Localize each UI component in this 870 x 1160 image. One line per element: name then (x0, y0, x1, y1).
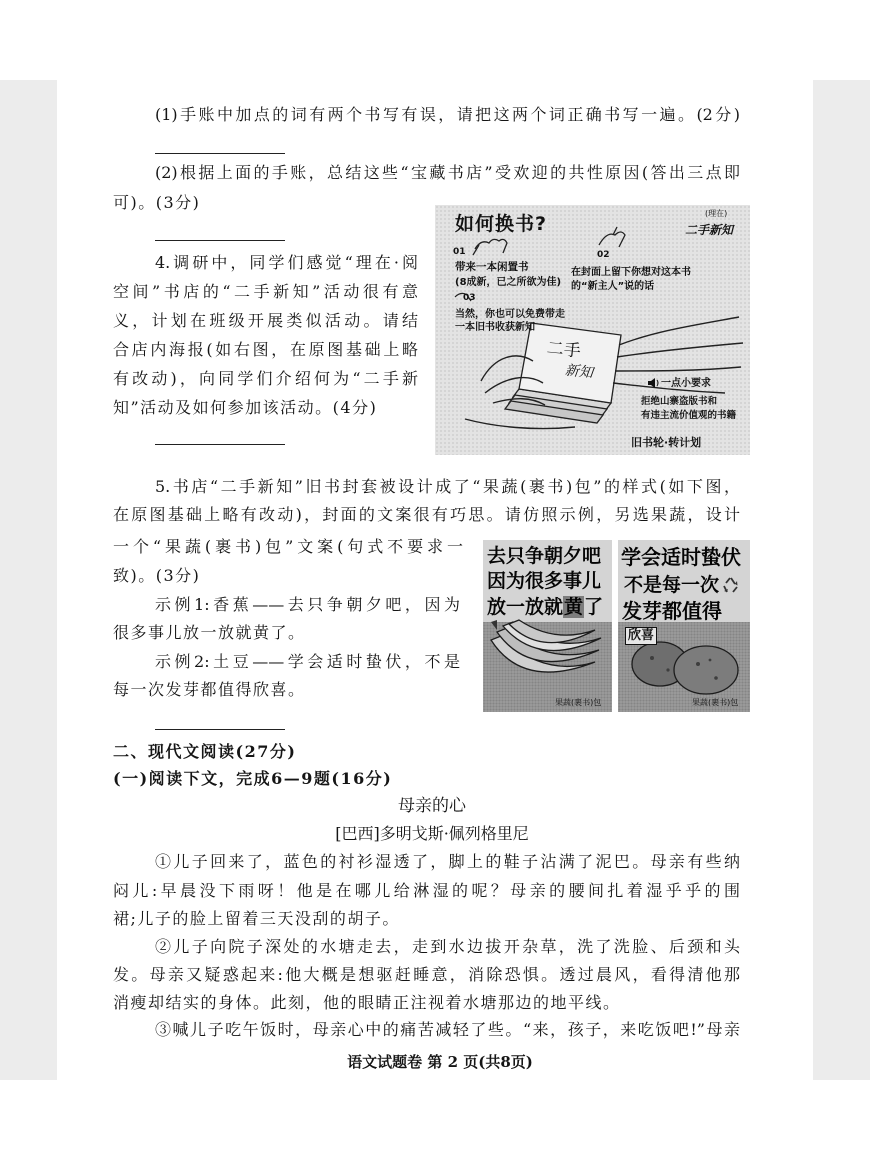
step-2-text: 的“新主人”说的话 (571, 281, 655, 292)
example-1-line: 示例1:香蕉——去只争朝夕吧，因为 (155, 595, 460, 614)
scan-margin-right (813, 80, 870, 1080)
question-3-part-1: (1)手账中加点的词有两个书写有误，请把这两个词正确书写一遍。(2分) (155, 105, 740, 124)
section-heading: 二、现代文阅读(27分) (113, 742, 297, 761)
question-4-line: 知”活动及如何参加该活动。(4分) (113, 398, 378, 417)
step-3-text: 一本旧书收获新知 (455, 322, 535, 333)
scan-margin-left (0, 80, 57, 1080)
question-4-line: 有改动)，向同学们介绍何为“二手新 (113, 369, 418, 388)
speaker-icon (647, 377, 660, 389)
recycle-icon (722, 576, 740, 594)
paragraph-3-line: ③喊儿子吃午饭时，母亲心中的痛苦减轻了些。“来，孩子，来吃饭吧!”母亲 (155, 1020, 740, 1039)
hand-sketch-step2 (599, 227, 625, 247)
poster-note-title: 一点小要求 (661, 378, 711, 389)
article-title: 母亲的心 (398, 796, 466, 816)
sub-heading: (一)阅读下文，完成6—9题(16分) (113, 769, 393, 788)
poster-corner-note: (理在) (705, 209, 728, 218)
bag-slogan-text: 放一放就 (487, 596, 564, 618)
poster-footer: 旧书轮·转计划 (631, 436, 702, 449)
step-3-number: 03 (463, 293, 476, 303)
question-4-line: 4.调研中，同学们感觉“理在·阅 (155, 253, 418, 272)
step-3-text: 当然，你也可以免费带走 (455, 309, 565, 320)
paragraph-1-line: 裙;儿子的脸上留着三天没刮的胡子。 (113, 909, 400, 928)
answer-line (155, 444, 285, 445)
step-1-number: 01 (453, 247, 466, 257)
paragraph-1-line: ①儿子回来了，蓝色的衬衫湿透了，脚上的鞋子沾满了泥巴。母亲有些纳 (155, 852, 740, 871)
answer-line (155, 729, 285, 730)
question-5-line: 致)。(3分) (113, 566, 201, 585)
bag-slogan-line (487, 596, 603, 618)
potato-book-bag (618, 540, 750, 712)
question-5-line: 5.书店“二手新知”旧书封套被设计成了“果蔬(裹书)包”的样式(如下图， (155, 477, 740, 496)
bag-label: 果蔬(裹书)包 (555, 698, 602, 707)
bag-slogan-line: 发芽都值得 (622, 599, 722, 623)
question-4-line: 义，计划在班级开展类似活动。请结 (113, 311, 418, 330)
question-5-line: 在原图基础上略有改动)，封面的文案很有巧思。请仿照示例，另选果蔬，设计 (113, 505, 740, 524)
bag-label: 果蔬(裹书)包 (692, 698, 739, 707)
book-exchange-poster (435, 205, 750, 455)
hand-sketch-step1 (473, 239, 507, 255)
example-2-line: 每一次发芽都值得欣喜。 (113, 680, 306, 699)
bag-slogan-badge: 欣喜 (625, 627, 657, 645)
answer-line (155, 153, 285, 154)
question-4-line: 合店内海报(如右图，在原图基础上略 (113, 340, 418, 359)
poster-brand: 二手新知 (685, 223, 734, 237)
banana-book-bag (483, 540, 612, 712)
paragraph-2-line: 发。母亲又疑惑起来:他大概是想驱赶睡意，消除恐惧。透过晨风，看得清他那 (113, 965, 740, 984)
bag-slogan-highlight: 黄 (564, 596, 584, 618)
bag-slogan-line: 学会适时蛰伏 (621, 545, 741, 569)
book-cover-text: 新知 (564, 362, 594, 382)
question-3-part-2-line: (2)根据上面的手账，总结这些“宝藏书店”受欢迎的共性原因(答出三点即 (155, 163, 740, 182)
question-5-line: 一个“果蔬(裹书)包”文案(句式不要求一 (113, 537, 463, 556)
question-4-line: 空间”书店的“二手新知”活动很有意 (113, 282, 418, 301)
article-author: [巴西]多明戈斯·佩列格里尼 (335, 824, 529, 843)
step-2-number: 02 (597, 250, 610, 260)
paragraph-2-line: 消瘦却结实的身体。此刻，他的眼睛正注视着水塘那边的地平线。 (113, 993, 621, 1012)
bag-slogan-text: 了 (584, 596, 604, 618)
bag-slogan-line: 因为很多事儿 (487, 570, 602, 592)
paragraph-1-line: 闷儿:早晨没下雨呀！他是在哪儿给淋湿的呢？母亲的腰间扎着湿乎乎的围 (113, 881, 740, 900)
example-1-line: 很多事儿放一放就黄了。 (113, 623, 306, 642)
step-1-text: (8成新，已之所欲为佳) (455, 277, 562, 288)
poster-note-line: 拒绝山寨盗版书和 (641, 396, 718, 407)
example-2-line: 示例2:土豆——学会适时蛰伏，不是 (155, 652, 460, 671)
poster-title: 如何换书? (455, 213, 548, 235)
answer-line (155, 240, 285, 241)
page-footer: 语文试题卷 第 2 页(共8页) (347, 1053, 533, 1071)
bag-slogan-line: 去只争朝夕吧 (487, 545, 602, 567)
question-3-part-2-line: 可)。(3分) (113, 193, 201, 212)
bag-slogan-line: 不是每一次 (624, 574, 720, 596)
step-1-text: 带来一本闲置书 (455, 261, 529, 273)
poster-note-line: 有违主流价值观的书籍 (641, 410, 737, 421)
paragraph-2-line: ②儿子向院子深处的水塘走去，走到水边拔开杂草，洗了洗脸、后颈和头 (155, 937, 740, 956)
step-2-text: 在封面上留下你想对这本书 (571, 267, 691, 278)
book-cover-text: 二手 (545, 338, 582, 362)
